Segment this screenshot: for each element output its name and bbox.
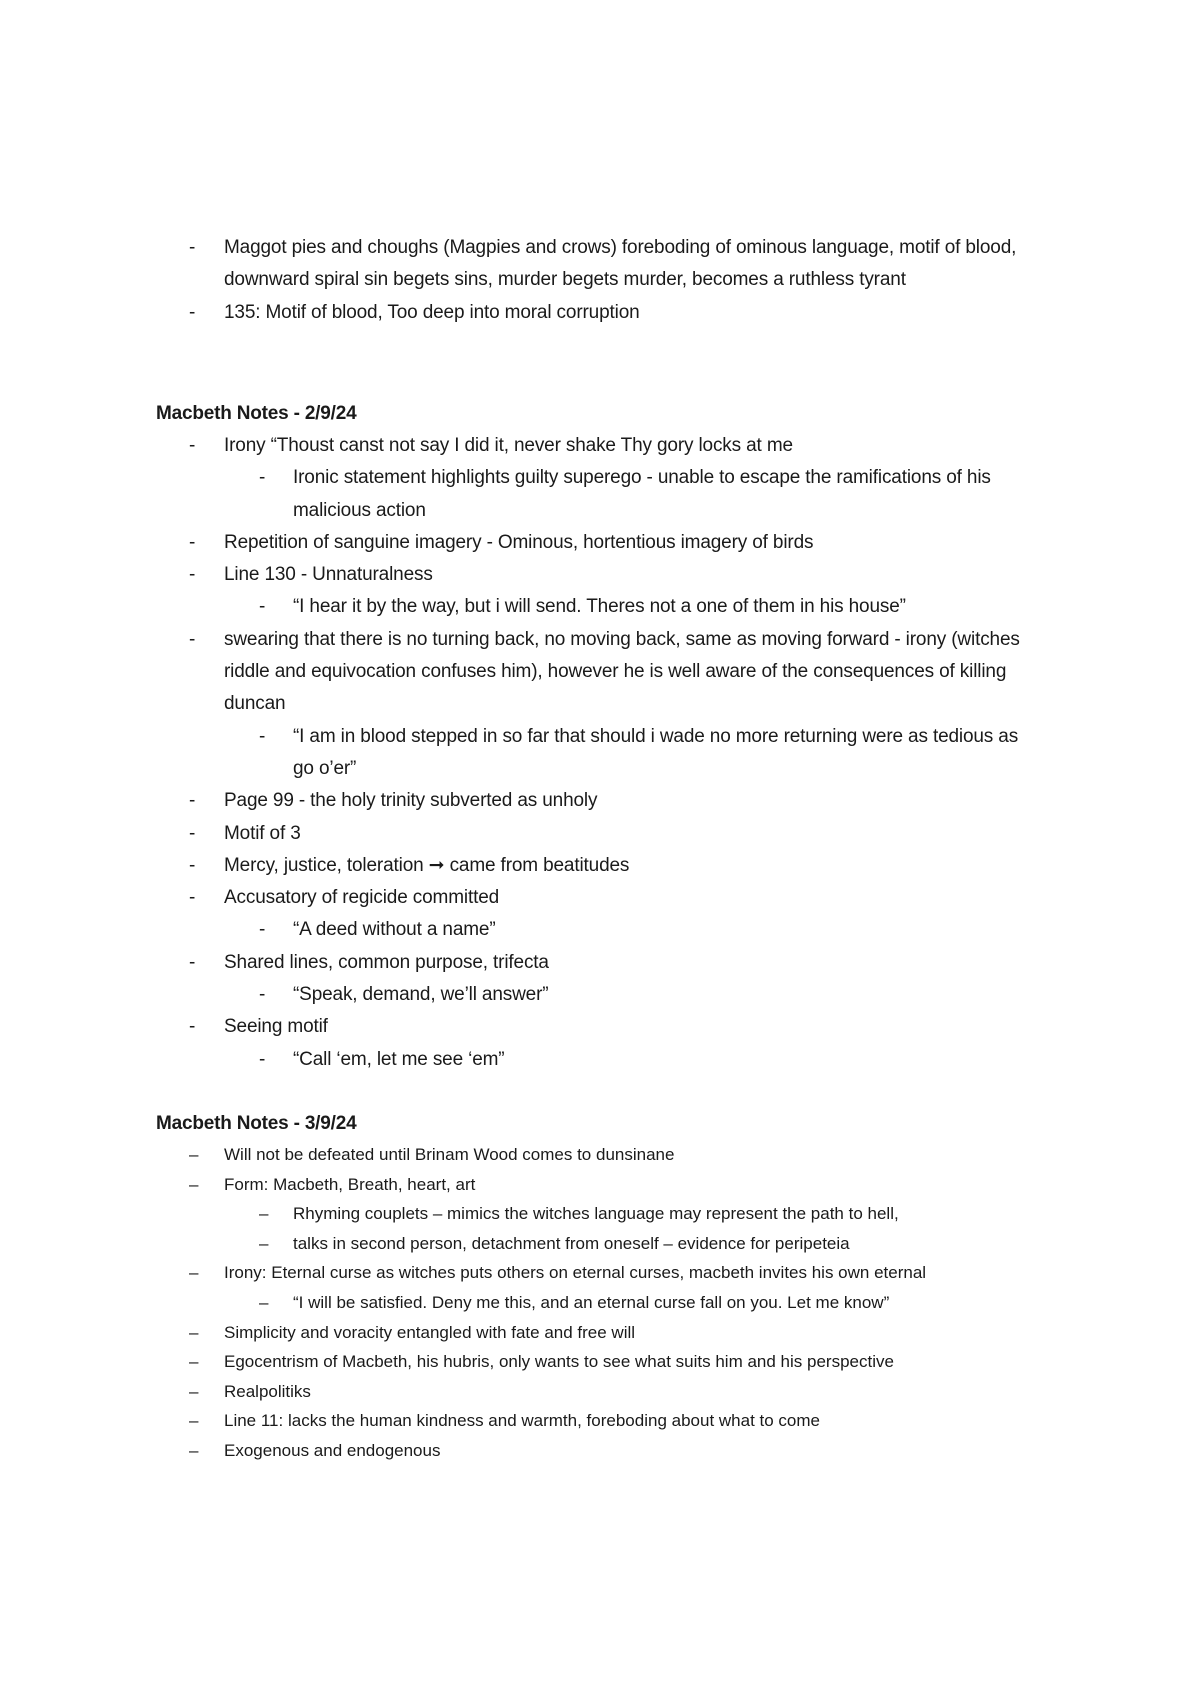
bullet-dash: - [189,301,196,323]
bullet-item [0,1140,1054,1170]
bullet-item [0,1406,1054,1436]
bullet-dash: - [189,1016,196,1038]
bullet-dash: - [189,790,196,812]
bullet-text: Shared lines, common purpose, trifecta [224,951,549,973]
bullet-dash: - [189,628,196,650]
bullet-text: “Speak, demand, we’ll answer” [293,984,549,1006]
bullet-text: Rhyming couplets – mimics the witches language may represent the path to hell, [293,1204,899,1224]
bullet-text: Page 99 - the holy trinity subverted as unholy [224,790,598,812]
bullet-dash: – [189,1411,199,1431]
bullet-dash: - [189,887,196,909]
bullet-text: Line 11: lacks the human kindness and warmth, foreboding about what to come [224,1411,820,1431]
bullet-dash: - [259,984,266,1006]
sub-bullet-item [0,721,1040,786]
bullet-dash: - [189,531,196,553]
bullet-text: Motif of 3 [224,822,301,844]
bullet-text: Mercy, justice, toleration ➞ came from beatitudes [224,854,630,876]
bullet-dash: - [189,435,196,456]
bullet-text: “Call ‘em, let me see ‘em” [293,1048,505,1070]
bullet-dash: - [189,237,196,258]
bullet-dash: - [259,467,266,489]
bullet-text: Egocentrism of Macbeth, his hubris, only wants to see what suits him and his perspective [224,1352,894,1372]
bullet-dash: – [259,1204,269,1224]
bullet-dash: - [259,725,266,747]
bullet-dash: – [189,1174,199,1194]
bullet-text: “I hear it by the way, but i will send. Theres not a one of them in his house” [293,596,906,618]
bullet-item [0,947,1040,979]
bullet-text: Seeing motif [224,1016,328,1038]
intro-list [0,232,1200,329]
bullet-text: Irony: Eternal curse as witches puts others on eternal curses, macbeth invites his own eternal [224,1263,927,1283]
bullet-item [0,818,1040,850]
bullet-dash: - [259,919,266,941]
bullet-text: Exogenous and endogenous [224,1440,441,1460]
bullet-text: talks in second person, detachment from oneself – evidence for peripeteia [293,1233,850,1253]
bullet-item [0,1318,1054,1348]
section-list [0,430,1200,1076]
bullet-dash: - [189,822,196,844]
bullet-dash: – [189,1322,199,1342]
sub-bullet-item [0,914,1040,946]
bullet-item [0,232,1040,297]
bullet-text: “I am in blood stepped in so far that should i wade no more returning were as tedious as go o’er” [293,725,1019,779]
sub-bullet-item [0,1044,1040,1076]
bullet-text: Simplicity and voracity entangled with fate and free will [224,1322,636,1342]
bullet-item [0,785,1040,817]
sub-bullet-item [0,1229,1053,1259]
bullet-item [0,1377,1054,1407]
sub-bullet-item [0,462,1040,527]
bullet-item [0,1347,1054,1377]
bullet-item [0,1011,1040,1043]
bullet-dash: - [259,1048,266,1070]
bullet-item [0,882,1040,914]
bullet-dash: – [259,1233,269,1253]
sub-bullet-item [0,1199,1053,1229]
bullet-dash: – [189,1263,199,1283]
bullet-item [0,527,1040,559]
bullet-text: 135: Motif of blood, Too deep into moral corruption [224,301,640,323]
bullet-text: Irony “Thoust canst not say I did it, never shake Thy gory locks at me [224,435,793,456]
bullet-item [0,430,1040,462]
bullet-item [0,1170,1054,1200]
bullet-item [0,850,1040,882]
bullet-item [0,624,1040,721]
bullet-dash: – [189,1145,199,1164]
bullet-item [0,1436,1054,1466]
sub-bullet-item [0,1288,1053,1318]
bullet-dash: - [189,564,196,586]
section-title: Macbeth Notes - 3/9/24 [156,1113,357,1134]
section-title: Macbeth Notes - 2/9/24 [156,403,357,424]
bullet-item [0,297,1040,329]
bullet-item [0,1258,1054,1288]
bullet-text: Ironic statement highlights guilty superego - unable to escape the ramifications of his malicious action [293,467,991,521]
bullet-text: Repetition of sanguine imagery - Ominous, hortentious imagery of birds [224,531,814,553]
bullet-text: swearing that there is no turning back, no moving back, same as moving forward - irony (witches riddle and equivocation confuses him), however he is well aware of the consequences of killing duncan [224,628,1020,715]
bullet-text: Maggot pies and choughs (Magpies and crows) foreboding of ominous language, motif of blood, downward spiral sin begets sins, murder begets murder, becomes a ruthless tyrant [224,237,1017,291]
bullet-dash: - [189,951,196,973]
bullet-text: “A deed without a name” [293,919,496,941]
section-list [0,1140,1200,1466]
bullet-dash: – [189,1352,199,1372]
sub-bullet-item [0,979,1040,1011]
bullet-item [0,559,1040,591]
bullet-dash: – [259,1292,269,1312]
bullet-text: Form: Macbeth, Breath, heart, art [224,1174,476,1194]
bullet-text: Accusatory of regicide committed [224,887,500,909]
bullet-text: “I will be satisfied. Deny me this, and an eternal curse fall on you. Let me know” [293,1292,890,1312]
bullet-text: Line 130 - Unnaturalness [224,564,433,586]
bullet-dash: – [189,1440,199,1460]
bullet-text: Will not be defeated until Brinam Wood comes to dunsinane [224,1145,675,1164]
bullet-text: Realpolitiks [224,1381,311,1401]
bullet-dash: - [259,596,266,618]
bullet-dash: - [189,854,196,876]
sub-bullet-item [0,591,1040,623]
bullet-dash: – [189,1381,199,1401]
